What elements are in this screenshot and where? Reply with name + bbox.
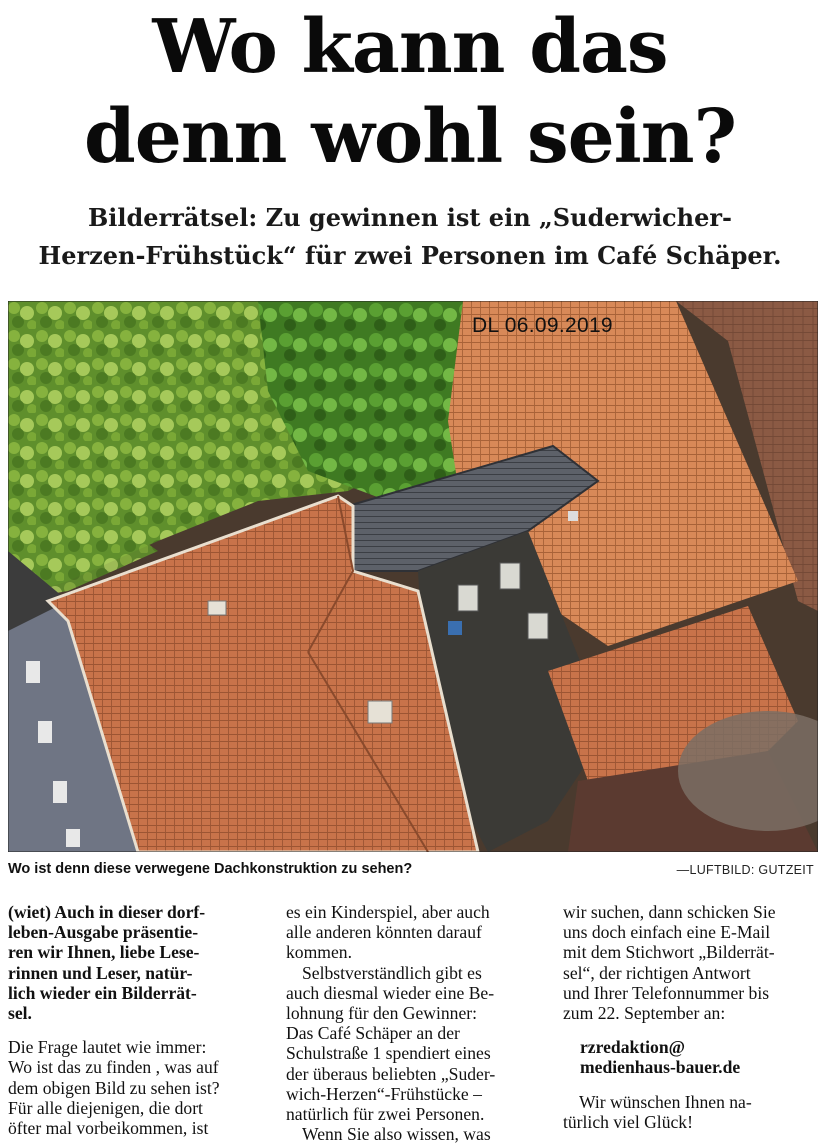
text-line: mit dem Stichwort „Bilderrät- [563,942,775,963]
subheadline-line-1: Bilderrätsel: Zu gewinnen ist ein „Suderwicher- [88,203,732,232]
email-line-1[interactable]: rzredaktion@ [580,1037,685,1058]
lead-line-1: (wiet) Auch in dieser dorf- [8,902,206,922]
author-tag: (wiet) [8,902,51,922]
article-column-2 [286,902,540,1144]
text-line: Wo ist das zu finden , was auf [8,1057,219,1078]
lead-line-5: lich wieder ein Bilderrät- [8,982,197,1003]
text-line: kommen. [286,942,352,963]
text-line: zum 22. September an: [563,1003,726,1024]
text-line: türlich viel Glück! [563,1111,693,1132]
lead-line-6: sel. [8,1003,32,1024]
lead-line-3: ren wir Ihnen, liebe Lese- [8,942,200,963]
text-line: Wenn Sie also wissen, was [302,1124,491,1144]
article-column-3 [563,902,817,1132]
text-line: Wir wünschen Ihnen na- [579,1091,752,1112]
text-line: dem obigen Bild zu sehen ist? [8,1077,220,1098]
text-line: und Ihrer Telefonnummer bis [563,982,770,1003]
lead-line-4: rinnen und Leser, natür- [8,962,193,983]
subheadline [0,199,820,275]
text-line: alle anderen könnten darauf [286,922,482,943]
lead-line-2: leben-Ausgabe präsentie- [8,922,199,943]
text-line: wir suchen, dann schicken Sie [563,902,776,922]
text-line: lohnung für den Gewinner: [286,1003,478,1024]
article-column-1 [8,902,260,1138]
paragraph-instructions-start [286,1124,540,1144]
text-line: auch diesmal wieder eine Be- [286,982,495,1003]
headline [0,2,820,182]
text-line: sel“, der richtigen Antwort [563,962,751,983]
text-line: Die Frage lautet wie immer: [8,1037,207,1058]
paragraph-question [8,1037,260,1138]
paragraph-closing [563,1092,817,1132]
email-line-2[interactable]: medienhaus-bauer.de [580,1057,741,1078]
paragraph-instructions [563,902,817,1023]
text-line: uns doch einfach eine E-Mail [563,922,771,943]
text-line: Für alle diejenigen, die dort [8,1097,203,1118]
aerial-photo-illustration [8,301,818,852]
text-line: Schulstraße 1 spendiert eines [286,1043,491,1064]
article-lead [8,902,260,1023]
text-line: es ein Kinderspiel, aber auch [286,902,490,922]
headline-line-1: Wo kann das [152,4,668,90]
email-address[interactable] [563,1037,817,1077]
headline-line-2: denn wohl sein? [84,94,736,180]
paragraph-continuation [286,902,540,963]
text-line: Selbstverständlich gibt es [302,962,482,983]
text-line: wich-Herzen“-Frühstücke – [286,1083,482,1104]
subheadline-line-2: Herzen-Frühstück“ für zwei Personen im Café Schäper. [38,241,782,270]
paragraph-reward [286,963,540,1125]
aerial-photo [8,301,818,852]
date-stamp: DL 06.09.2019 [472,314,613,337]
text-line: der überaus beliebten „Suder- [286,1063,496,1084]
photo-credit: —LUFTBILD: GUTZEIT [676,863,814,877]
text-line: Das Café Schäper an der [286,1023,460,1044]
photo-caption: Wo ist denn diese verwegene Dachkonstruktion zu sehen? [8,861,413,877]
text-line: öfter mal vorbeikommen, ist [8,1118,209,1139]
text-line: natürlich für zwei Personen. [286,1104,485,1125]
